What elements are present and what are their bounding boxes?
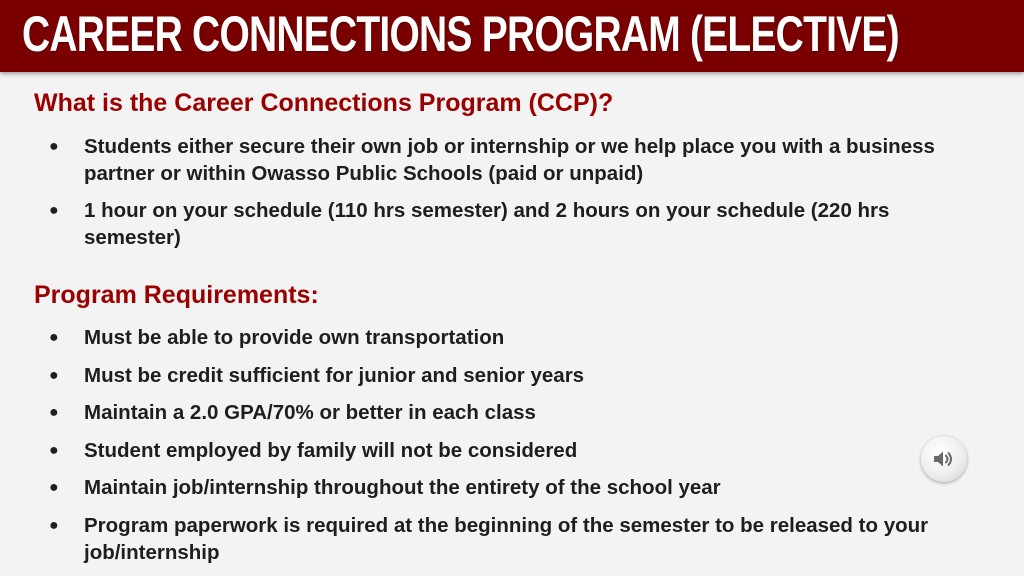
list-item-text: Must be credit sufficient for junior and senior years bbox=[84, 363, 585, 387]
list-item-text: Students either secure their own job or internship or we help place you with a business partner or within Owasso Public Schools (paid or unpaid) bbox=[84, 135, 935, 185]
list-item bbox=[44, 324, 984, 351]
page-title: CAREER CONNECTIONS PROGRAM (ELECTIVE) bbox=[22, 6, 899, 62]
bullet-icon: ● bbox=[49, 202, 59, 219]
list-item bbox=[44, 474, 984, 501]
bullet-icon: ● bbox=[49, 366, 59, 384]
bullet-icon: ● bbox=[49, 404, 59, 421]
list-item-text: Program paperwork is required at the beginning of the semester to be released to your job/internship bbox=[84, 513, 929, 564]
list-item-text: Must be able to provide own transportation bbox=[84, 326, 505, 349]
list-item bbox=[44, 512, 984, 566]
list-item bbox=[44, 362, 984, 389]
list-item-text: Maintain a 2.0 GPA/70% or better in each class bbox=[84, 401, 536, 424]
list-item bbox=[44, 437, 984, 464]
bullet-icon: ● bbox=[49, 516, 59, 534]
audio-play-button[interactable] bbox=[921, 436, 967, 482]
title-bar bbox=[0, 0, 1024, 72]
bullet-icon: ● bbox=[49, 138, 59, 155]
list-item bbox=[44, 399, 984, 426]
list-item bbox=[44, 133, 984, 187]
list-item-text: Student employed by family will not be considered bbox=[84, 438, 578, 462]
list-item-text: Maintain job/internship throughout the entirety of the school year bbox=[84, 476, 721, 499]
intro-bullet-list bbox=[44, 133, 984, 261]
bullet-icon: ● bbox=[49, 329, 59, 346]
intro-heading: What is the Career Connections Program (CCP)? bbox=[34, 89, 614, 117]
bullet-icon: ● bbox=[49, 441, 59, 459]
list-item-text: 1 hour on your schedule (110 hrs semester) and 2 hours on your schedule (220 hrs semester) bbox=[84, 199, 890, 249]
speaker-icon bbox=[932, 449, 956, 469]
bullet-icon: ● bbox=[49, 479, 59, 496]
requirements-bullet-list bbox=[44, 324, 984, 576]
list-item bbox=[44, 197, 984, 251]
requirements-heading: Program Requirements: bbox=[34, 281, 319, 309]
